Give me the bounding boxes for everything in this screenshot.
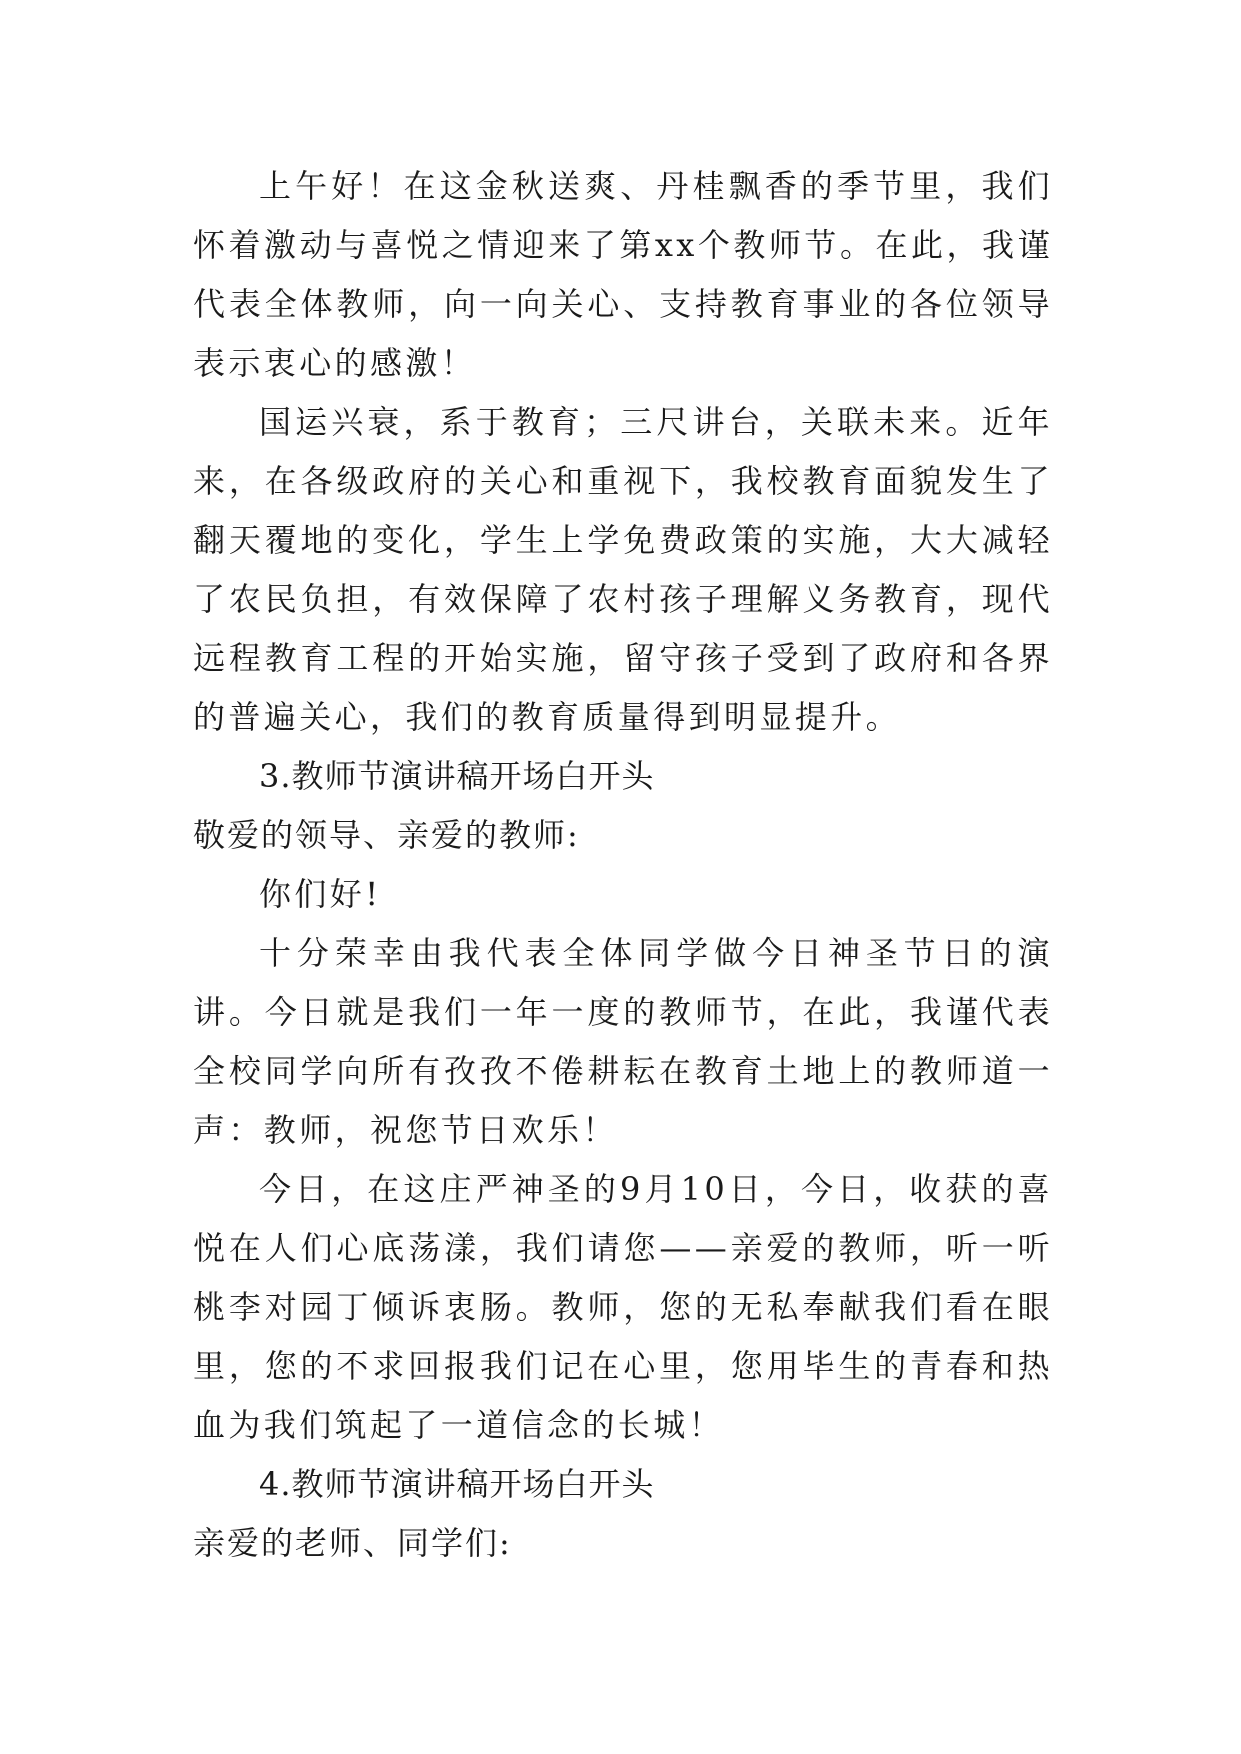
section-3-heading: 3.教师节演讲稿开场白开头 [259, 757, 655, 795]
section-4-heading: 4.教师节演讲稿开场白开头 [259, 1465, 655, 1503]
paragraph-opening: 上午好！在这金秋送爽、丹桂飘香的季节里，我们怀着激动与喜悦之情迎来了第xx个教师节。在此，我谨代表全体教师，向一向关心、支持教育事业的各位领导表示衷心的感激！ [193, 167, 1053, 382]
section-4-salutation: 亲爱的老师、同学们: [193, 1524, 512, 1562]
section-3-salutation: 敬爱的领导、亲爱的教师: [193, 816, 580, 854]
paragraph-education: 国运兴衰，系于教育；三尺讲台，关联未来。近年来，在各级政府的关心和重视下，我校教育面貌发生了翻天覆地的变化，学生上学免费政策的实施，大大减轻了农民负担，有效保障了农村孩子理解义务教育，现代远程教育工程的开始实施，留守孩子受到了政府和各界的普遍关心，我们的教育质量得到明显提升。 [193, 403, 1053, 736]
section-3-paragraph-today: 今日，在这庄严神圣的9月10日，今日，收获的喜悦在人们心底荡漾，我们请您——亲爱的教师，听一听桃李对园丁倾诉衷肠。教师，您的无私奉献我们看在眼里，您的不求回报我们记在心里，您用毕生的青春和热血为我们筑起了一道信念的长城！ [193, 1170, 1053, 1444]
section-3-greeting: 你们好! [259, 875, 382, 913]
document-body [193, 157, 1053, 1573]
section-3-paragraph-honor: 十分荣幸由我代表全体同学做今日神圣节日的演讲。今日就是我们一年一度的教师节，在此，我谨代表全校同学向所有孜孜不倦耕耘在教育土地上的教师道一声：教师，祝您节日欢乐！ [193, 934, 1053, 1149]
